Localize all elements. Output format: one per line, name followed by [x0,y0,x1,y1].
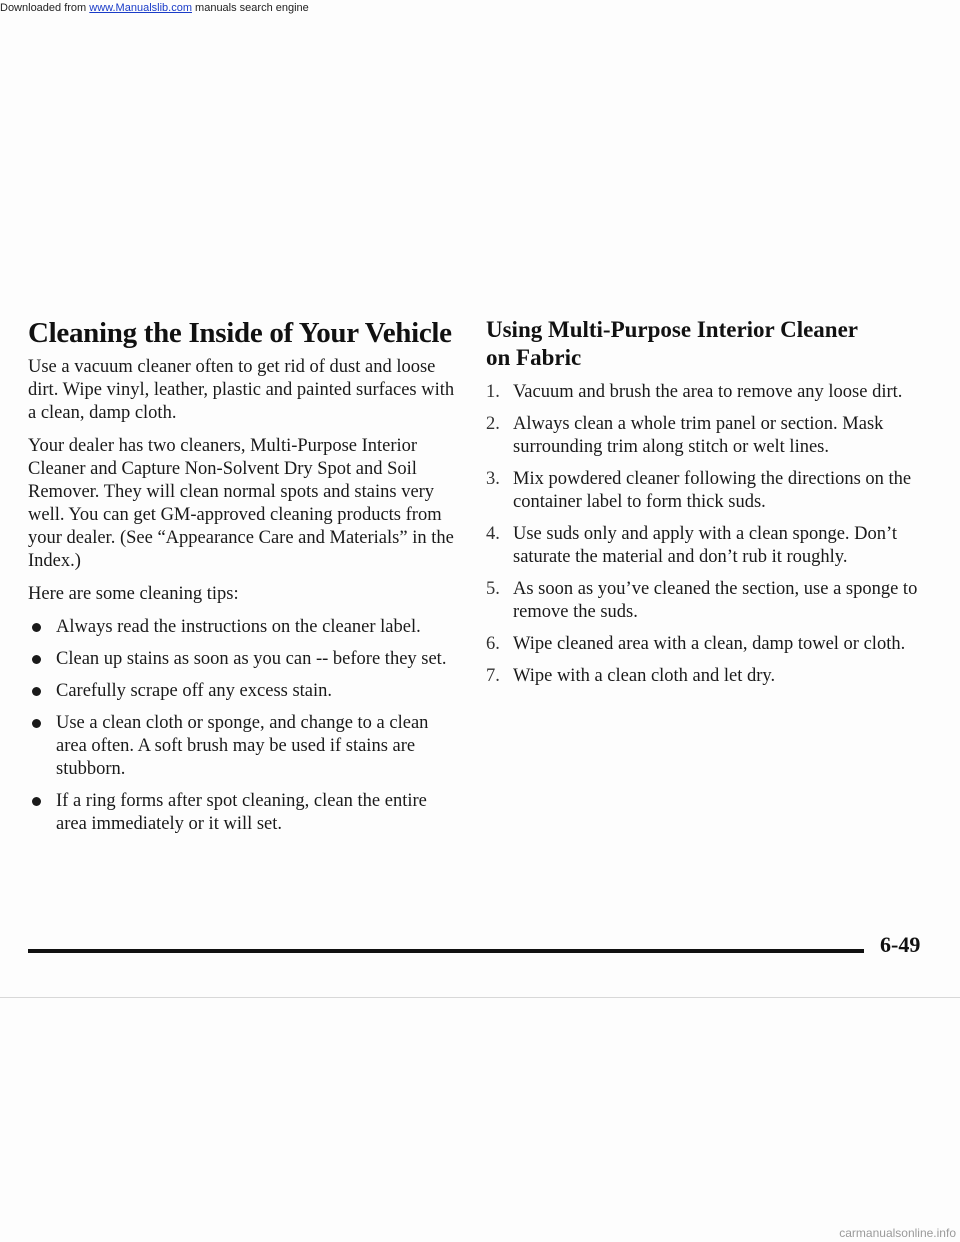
download-watermark [0,2,309,14]
watermark-prefix: Downloaded from [0,2,90,14]
step-text: Mix powdered cleaner following the directions on the container label to form thick suds. [513,469,912,512]
step-text: Always clean a whole trim panel or section. Mask surrounding trim along stitch or welt lines. [513,414,884,457]
list-item [28,712,458,781]
bottom-watermark: carmanualsonline.info [839,1226,956,1240]
step-text: Use suds only and apply with a clean sponge. Don’t saturate the material and don’t rub it roughly. [513,524,897,567]
bullet-icon [32,687,41,696]
bullet-icon [32,655,41,664]
tip-text: Clean up stains as soon as you can -- before they set. [56,649,447,669]
list-item [486,413,936,459]
list-item [486,468,936,514]
step-text: As soon as you’ve cleaned the section, use a sponge to remove the suds. [513,579,918,622]
bullet-icon [32,797,41,806]
manualslib-link[interactable]: www.Manualslib.com [89,2,192,14]
right-column [486,316,936,697]
title-line: Using Multi-Purpose Interior Cleaner [486,317,859,342]
step-number: 4. [486,524,500,544]
step-number: 2. [486,414,500,434]
left-column [28,316,458,845]
list-item [486,633,936,656]
tip-text: If a ring forms after spot cleaning, clean the entire area immediately or it will set. [56,791,427,834]
section-title-cleaning-inside: Cleaning the Inside of Your Vehicle [28,317,452,349]
bullet-icon [32,719,41,728]
step-text: Vacuum and brush the area to remove any loose dirt. [513,382,903,402]
list-item [486,578,936,624]
step-number: 5. [486,579,500,599]
footer-rule [28,949,864,953]
paragraph-tips-intro: Here are some cleaning tips: [28,584,239,604]
tip-text: Always read the instructions on the cleaner label. [56,617,421,637]
step-number: 7. [486,666,500,686]
list-item [486,665,936,688]
list-item [486,523,936,569]
step-text: Wipe with a clean cloth and let dry. [513,666,776,686]
page-number: 6-49 [880,932,921,957]
bullet-icon [32,623,41,632]
section-title-multi-purpose-cleaner [486,316,936,372]
list-item [28,648,458,671]
paragraph-dealer-cleaners: Your dealer has two cleaners, Multi-Purpose Interior Cleaner and Capture Non-Solvent Dry Spot and Soil Remover. They will clean normal spots and stains very well. You can get GM-approved cleaning products from your dealer. (See “Appearance Care and Materials” in the Index.) [28,436,454,571]
step-number: 1. [486,382,500,402]
list-item [28,790,458,836]
step-number: 6. [486,634,500,654]
title-line: on Fabric [486,345,582,370]
tip-text: Use a clean cloth or sponge, and change to a clean area often. A soft brush may be used if stains are stubborn. [56,713,429,779]
list-item [28,616,458,639]
scan-divider [0,997,960,998]
list-item [28,680,458,703]
paragraph-vacuum: Use a vacuum cleaner often to get rid of dust and loose dirt. Wipe vinyl, leather, plastic and painted surfaces with a clean, damp cloth. [28,357,455,423]
step-number: 3. [486,469,500,489]
step-text: Wipe cleaned area with a clean, damp towel or cloth. [513,634,906,654]
cleaning-steps-list [486,381,936,688]
list-item [486,381,936,404]
watermark-suffix: manuals search engine [191,2,309,14]
tip-text: Carefully scrape off any excess stain. [56,681,333,701]
cleaning-tips-list [28,616,458,836]
